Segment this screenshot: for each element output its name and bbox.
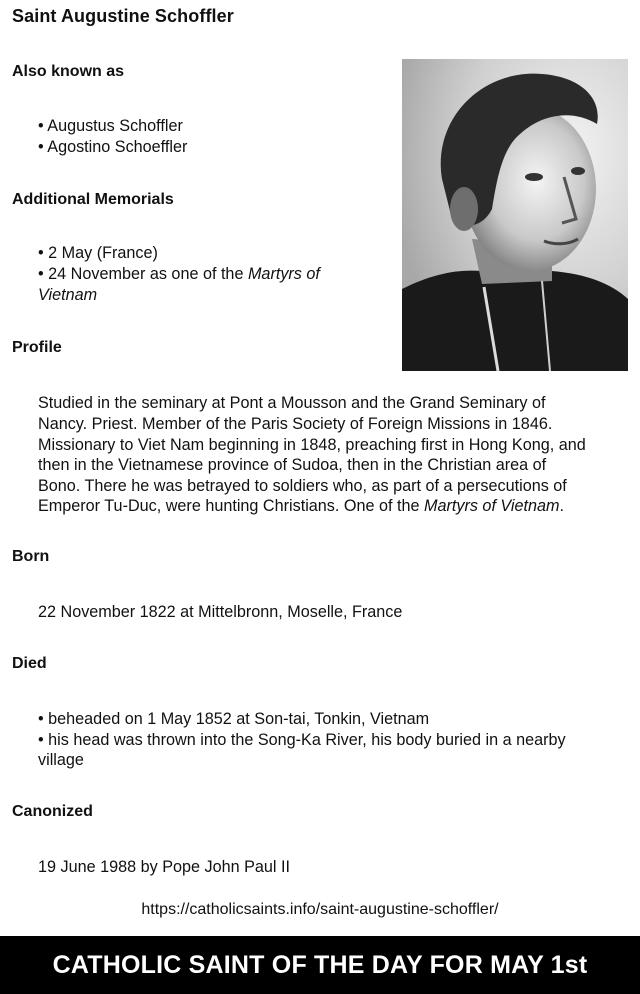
- profile-heading: Profile: [12, 339, 62, 356]
- profile-line-period: .: [559, 497, 565, 515]
- footer-banner: [0, 936, 640, 994]
- page-title: Saint Augustine Schoffler: [12, 6, 234, 26]
- profile-line: Bono. There he was betrayed to soldiers who, as part of a persecutions of: [38, 477, 567, 495]
- profile-line: Nancy. Priest. Member of the Paris Society of Foreign Missions in 1846.: [38, 415, 553, 433]
- profile-line: then in the Vietnamese province of Sudoa, then in the Christian area of: [38, 456, 547, 474]
- martyrs-of-vietnam-emphasis: Martyrs of Vietnam: [423, 497, 560, 515]
- memorial-item: [38, 264, 320, 285]
- died-item: • his head was thrown into the Song-Ka River, his body buried in a nearby: [38, 730, 566, 751]
- profile-line: [38, 496, 564, 517]
- footer-banner-text: CATHOLIC SAINT OF THE DAY FOR MAY 1st: [52, 951, 588, 979]
- also-known-as-heading: Also known as: [12, 63, 125, 80]
- memorial-item-text: 24 November as one of the: [48, 265, 248, 283]
- died-item-continuation: village: [38, 751, 84, 769]
- memorial-item: • 2 May (France): [38, 243, 158, 264]
- also-known-as-item: • Agostino Schoeffler: [38, 137, 187, 158]
- martyrs-of-vietnam-emphasis: Martyrs of: [247, 265, 320, 283]
- source-url-link[interactable]: https://catholicsaints.info/saint-augustine-schoffler/: [141, 901, 499, 918]
- profile-line: Missionary to Viet Nam beginning in 1848, preaching first in Hong Kong, and: [38, 436, 586, 454]
- saint-portrait-image: [402, 59, 628, 371]
- born-heading: Born: [12, 548, 50, 565]
- born-text: 22 November 1822 at Mittelbronn, Moselle, France: [38, 603, 403, 621]
- profile-line-text: Emperor Tu-Duc, were hunting Christians. One of the: [38, 497, 424, 515]
- died-item: • beheaded on 1 May 1852 at Son-tai, Tonkin, Vietnam: [38, 709, 429, 730]
- also-known-as-item: • Augustus Schoffler: [38, 116, 183, 137]
- memorial-item-continuation: [38, 285, 97, 306]
- profile-line: Studied in the seminary at Pont a Mousson and the Grand Seminary of: [38, 394, 546, 412]
- vietnam-emphasis: Vietnam: [38, 286, 98, 304]
- died-heading: Died: [12, 655, 47, 672]
- additional-memorials-heading: Additional Memorials: [12, 191, 174, 208]
- canonized-heading: Canonized: [12, 803, 93, 820]
- canonized-text: 19 June 1988 by Pope John Paul II: [38, 858, 290, 876]
